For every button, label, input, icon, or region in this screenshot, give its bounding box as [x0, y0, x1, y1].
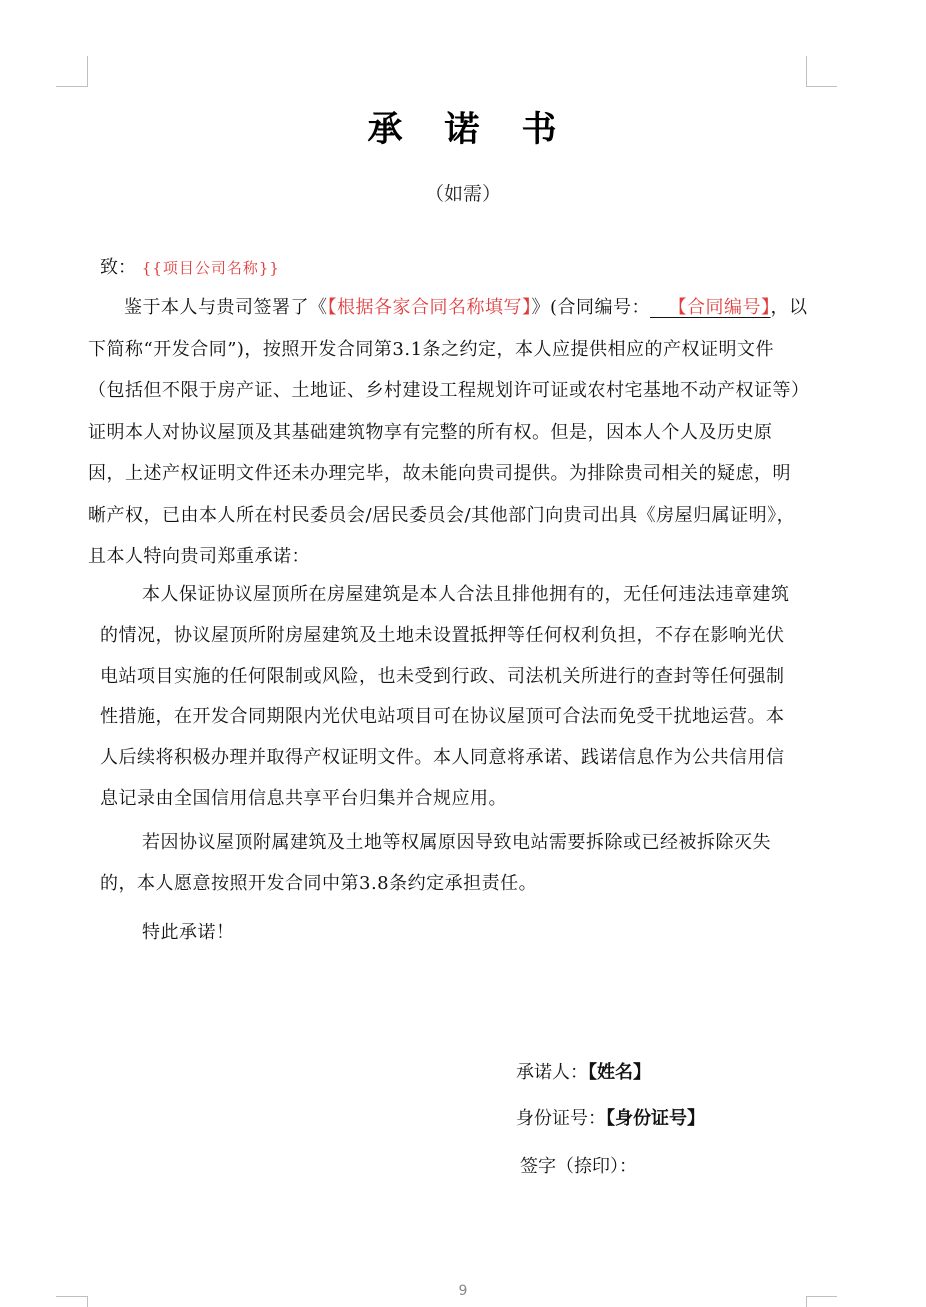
contract-name-placeholder: 【根据各家合同名称填写】 — [327, 297, 532, 318]
intro-text-2: 》(合同编号： — [531, 297, 651, 318]
promisor-name-placeholder: 【姓名】 — [588, 1062, 651, 1083]
promisor-line — [516, 1058, 651, 1084]
crop-mark-top-right — [806, 56, 837, 87]
contract-number-placeholder: 【合同编号】 — [668, 297, 771, 318]
intro-text-1: 鉴于本人与贵司签署了《 — [124, 297, 328, 318]
commitment-paragraph — [100, 575, 800, 820]
title-char-3: 书 — [521, 109, 559, 150]
signature-line — [520, 1152, 637, 1178]
signature-label: 签字（捺印）： — [520, 1156, 637, 1177]
id-number-line — [516, 1104, 705, 1130]
intro-paragraph — [88, 287, 808, 578]
document-title — [0, 102, 926, 152]
salutation-prefix: 致： — [100, 257, 136, 278]
intro-text-3: ，以下简称“开发合同”)，按照开发合同第3.1条之约定，本人应提供相应的产权证明文件（包括但不限于房产证、土地证、乡村建设工程规划许可证或农村宅基地不动产权证等）证明本人对协议屋顶及其基础建筑物享有完整的所有权。但是，因本人个人及历史原因，上述产权证明文件还未办理完毕，故未能向贵司提供。为排除贵司相关的疑虑，明晰产权，已由本人所在村民委员会/居民委员会/其他部门向贵司出具《房屋归属证明》，且本人特向贵司郑重承诺： — [88, 297, 808, 567]
closing-line — [142, 913, 842, 954]
promisor-label: 承诺人： — [516, 1062, 588, 1083]
closing-text: 特此承诺！ — [142, 922, 235, 943]
title-char-2: 诺 — [444, 109, 482, 150]
id-number-placeholder: 【身份证号】 — [606, 1108, 705, 1129]
company-name-placeholder: {{项目公司名称}} — [141, 259, 280, 277]
liability-paragraph — [100, 823, 800, 905]
page-number: 9 — [458, 1283, 468, 1299]
id-number-label: 身份证号： — [516, 1108, 606, 1129]
salutation — [100, 253, 280, 279]
document-subtitle: （如需） — [424, 183, 501, 205]
title-char-1: 承 — [367, 109, 405, 150]
crop-mark-top-left — [56, 56, 88, 87]
commitment-text: 本人保证协议屋顶所在房屋建筑是本人合法且排他拥有的，无任何违法违章建筑的情况，协议屋顶所附房屋建筑及土地未设置抵押等任何权利负担，不存在影响光伏电站项目实施的任何限制或风险，也未受到行政、司法机关所进行的查封等任何强制性措施，在开发合同期限内光伏电站项目可在协议屋顶可合法而免受干扰地运营。本人后续将积极办理并取得产权证明文件。本人同意将承诺、践诺信息作为公共信用信息记录由全国信用信息共享平台归集并合规应用。 — [100, 584, 790, 809]
liability-text: 若因协议屋顶附属建筑及土地等权属原因导致电站需要拆除或已经被拆除灭失的，本人愿意按照开发合同中第3.8条约定承担责任。 — [100, 832, 771, 894]
